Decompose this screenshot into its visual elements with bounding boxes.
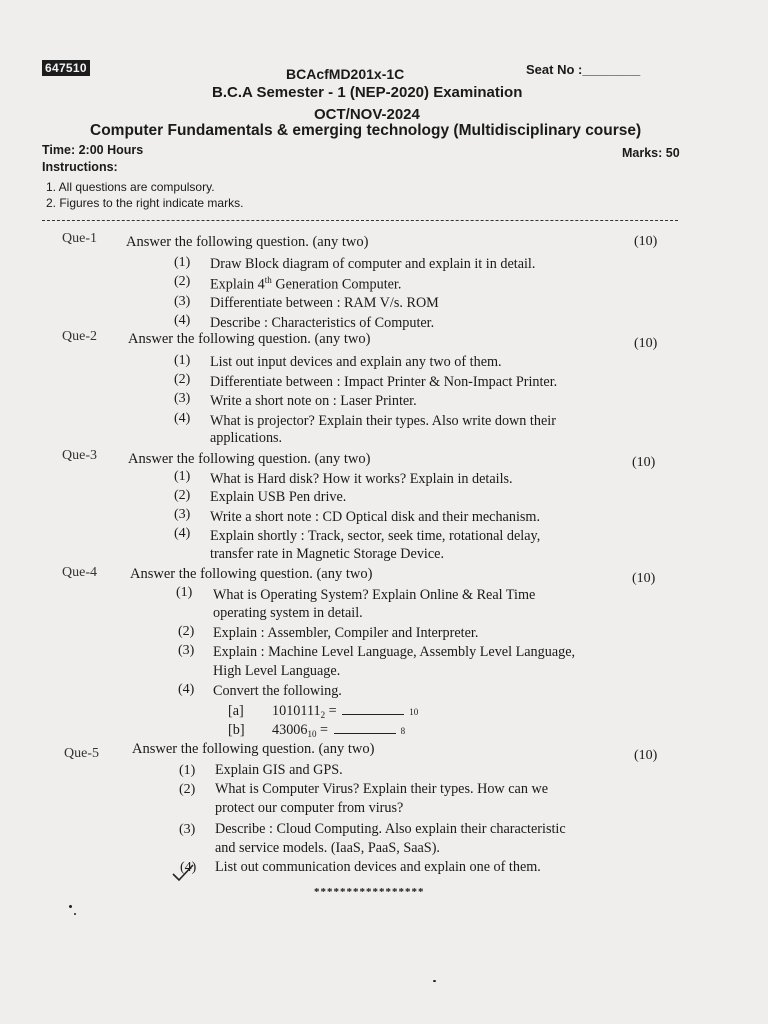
item-number: (4): [174, 313, 191, 328]
question-item: Explain GIS and GPS.: [215, 762, 343, 778]
question-item: Describe : Cloud Computing. Also explain their characteristic: [215, 821, 566, 837]
question-item: Write a short note : CD Optical disk and their mechanism.: [210, 509, 540, 525]
item-number: (2): [174, 372, 191, 387]
item-number: (1): [174, 353, 191, 368]
exam-marks: Marks: 50: [622, 146, 680, 160]
instruction-item: 1. All questions are compulsory.: [46, 180, 215, 194]
item-number: (3): [174, 507, 191, 522]
item-number: (4): [178, 682, 195, 697]
question-item: What is Operating System? Explain Online & Real Time: [213, 587, 536, 603]
item-number: (2): [174, 488, 191, 503]
answer-blank: [342, 704, 404, 715]
item-number: (3): [178, 643, 195, 658]
question-item: Differentiate between : RAM V/s. ROM: [210, 295, 439, 311]
question-instruction: Answer the following question. (any two): [130, 566, 373, 582]
item-number: (3): [179, 822, 196, 837]
question-instruction: Answer the following question. (any two): [132, 741, 375, 757]
question-item: List out communication devices and explain one of them.: [215, 859, 541, 875]
question-item: Draw Block diagram of computer and explain it in detail.: [210, 256, 536, 272]
question-item: Differentiate between : Impact Printer & Non-Impact Printer.: [210, 374, 558, 390]
question-item: Explain shortly : Track, sector, seek time, rotational delay,: [210, 528, 541, 544]
question-item: Convert the following.: [213, 683, 342, 699]
item-number: (4): [180, 860, 197, 875]
question-item: Explain : Assembler, Compiler and Interpreter.: [213, 625, 479, 641]
exam-session: OCT/NOV-2024: [314, 106, 420, 123]
question-item: Write a short note on : Laser Printer.: [210, 393, 417, 409]
item-number: (4): [174, 411, 191, 426]
seat-number-label: Seat No :________: [526, 62, 641, 77]
conversion-label: [b]: [228, 722, 245, 738]
question-instruction: Answer the following question. (any two): [128, 331, 371, 347]
question-label: Que-2: [62, 329, 97, 344]
question-instruction: Answer the following question. (any two): [128, 451, 371, 467]
subject-title: Computer Fundamentals & emerging technology (Multidisciplinary course): [90, 122, 642, 139]
scan-speck: [74, 913, 76, 915]
conversion-expression: $1010111_2 = 10$: [272, 703, 419, 720]
question-label: Que-1: [62, 231, 97, 246]
exam-title: B.C.A Semester - 1 (NEP-2020) Examination: [212, 84, 523, 101]
conversion-expression: $43006_{10} = 8$: [272, 722, 406, 739]
header-divider: [42, 220, 678, 221]
instructions-title: Instructions:: [42, 160, 118, 174]
question-item-continued: protect our computer from virus?: [215, 800, 404, 816]
scan-speck: [69, 905, 72, 908]
item-number: (2): [174, 274, 191, 289]
item-number: (4): [174, 526, 191, 541]
item-number: (3): [174, 294, 191, 309]
question-marks: (10): [634, 234, 658, 249]
conversion-label: [a]: [228, 703, 244, 719]
question-item: What is Hard disk? How it works? Explain in details.: [210, 471, 513, 487]
item-number: (2): [179, 782, 196, 797]
question-item: Explain : Machine Level Language, Assembly Level Language,: [213, 644, 576, 660]
question-item-continued: applications.: [210, 430, 283, 446]
question-item: Explain 4th Generation Computer.: [210, 275, 402, 293]
question-label: Que-4: [62, 565, 97, 580]
question-item-continued: operating system in detail.: [213, 605, 363, 621]
question-item-continued: and service models. (IaaS, PaaS, SaaS).: [215, 840, 440, 856]
question-item-continued: transfer rate in Magnetic Storage Device.: [210, 546, 444, 562]
exam-time: Time: 2:00 Hours: [42, 143, 144, 157]
question-instruction: Answer the following question. (any two): [126, 234, 369, 250]
course-code: BCAcfMD201x-1C: [286, 66, 405, 82]
item-number: (1): [174, 255, 191, 270]
answer-blank: [334, 723, 396, 734]
question-item: Describe : Characteristics of Computer.: [210, 315, 435, 331]
question-item-continued: High Level Language.: [213, 663, 341, 679]
question-marks: (10): [632, 571, 656, 586]
instruction-item: 2. Figures to the right indicate marks.: [46, 196, 244, 210]
question-label: Que-3: [62, 448, 97, 463]
question-marks: (10): [632, 455, 656, 470]
question-marks: (10): [634, 748, 658, 763]
question-marks: (10): [634, 336, 658, 351]
question-item: Explain USB Pen drive.: [210, 489, 347, 505]
item-number: (1): [174, 469, 191, 484]
question-item: What is Computer Virus? Explain their types. How can we: [215, 781, 549, 797]
item-number: (1): [176, 585, 193, 600]
handwritten-tick-mark: [170, 862, 196, 884]
item-number: (3): [174, 391, 191, 406]
end-of-paper-stars: *****************: [314, 886, 425, 898]
question-item: What is projector? Explain their types. Also write down their: [210, 413, 556, 429]
question-item: List out input devices and explain any two of them.: [210, 354, 502, 370]
item-number: (2): [178, 624, 195, 639]
paper-code-badge: 647510: [42, 60, 90, 76]
item-number: (1): [179, 763, 196, 778]
question-label: Que-5: [64, 746, 99, 761]
scan-speck: [433, 980, 436, 982]
